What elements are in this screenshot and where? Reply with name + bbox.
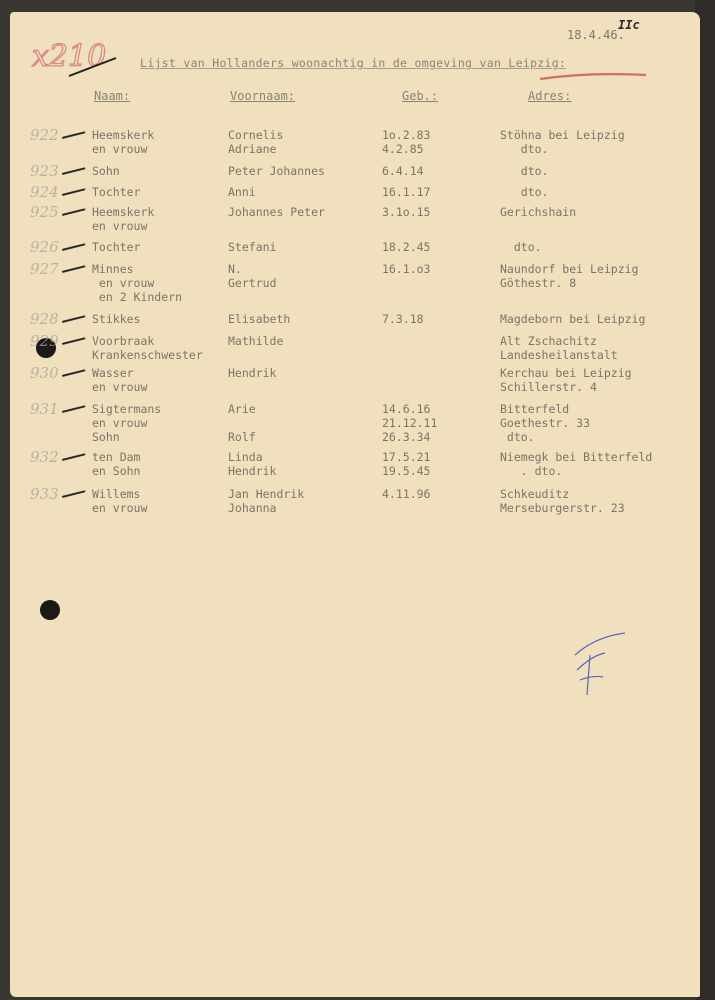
entry-born: 3.1o.15 xyxy=(382,205,431,219)
document-reference: IIc xyxy=(618,18,640,32)
entry-firstname: Johannes Peter xyxy=(228,205,325,219)
entry-number: 929 xyxy=(30,332,59,350)
entry-address: Gerichshain xyxy=(500,205,577,219)
punch-hole-bottom xyxy=(40,600,60,620)
entry-firstname: Elisabeth xyxy=(228,312,291,326)
entry-born: 7.3.18 xyxy=(382,312,424,326)
entry-address: Alt Zschachitz Landesheilanstalt xyxy=(500,334,618,362)
entry-born: 17.5.21 19.5.45 xyxy=(382,450,431,478)
entry-firstname: Peter Johannes xyxy=(228,164,325,178)
entry-number: 926 xyxy=(30,238,59,256)
entry-born: 1o.2.83 4.2.85 xyxy=(382,128,431,156)
document-title: Lijst van Hollanders woonachtig in de omgeving van Leipzig: xyxy=(140,56,567,70)
entry-address: Naundorf bei Leipzig Göthestr. 8 xyxy=(500,262,639,290)
entry-born: 14.6.16 21.12.11 26.3.34 xyxy=(382,402,438,444)
entry-number: 932 xyxy=(30,448,59,466)
entry-address: Bitterfeld Goethestr. 33 dto. xyxy=(500,402,591,444)
header-name: Naam: xyxy=(94,89,131,103)
header-address: Adres: xyxy=(528,89,572,103)
header-born: Geb.: xyxy=(402,89,439,103)
header-firstname: Voornaam: xyxy=(230,89,296,103)
document-date: 18.4.46. xyxy=(567,28,625,42)
entry-name: Heemskerk en vrouw xyxy=(92,128,155,156)
entry-born: 6.4.14 xyxy=(382,164,424,178)
entry-name: Wasser en vrouw xyxy=(92,366,148,394)
entry-firstname: Cornelis Adriane xyxy=(228,128,284,156)
entry-address: Stöhna bei Leipzig dto. xyxy=(500,128,625,156)
entry-name: Tochter xyxy=(92,185,141,199)
entry-number: 923 xyxy=(30,162,59,180)
entry-firstname: Linda Hendrik xyxy=(228,450,277,478)
entry-name: Willems en vrouw xyxy=(92,487,148,515)
entry-firstname: Mathilde xyxy=(228,334,284,348)
svg-text:x210: x210 xyxy=(32,39,107,74)
entry-number: 922 xyxy=(30,126,59,144)
entry-firstname: Anni xyxy=(228,185,256,199)
entry-born: 4.11.96 xyxy=(382,487,431,501)
entry-number: 933 xyxy=(30,485,59,503)
entry-name: Stikkes xyxy=(92,312,141,326)
entry-name: Tochter xyxy=(92,240,141,254)
entry-number: 927 xyxy=(30,260,59,278)
entry-firstname: Stefani xyxy=(228,240,277,254)
entry-number: 930 xyxy=(30,364,59,382)
entry-address: Magdeborn bei Leipzig xyxy=(500,312,646,326)
entry-born: 16.1.o3 xyxy=(382,262,431,276)
red-underline-mark xyxy=(538,70,648,82)
entry-address: Kerchau bei Leipzig Schillerstr. 4 xyxy=(500,366,632,394)
entry-address: dto. xyxy=(500,185,549,199)
entry-firstname: Arie Rolf xyxy=(228,402,256,444)
entry-firstname: Jan Hendrik Johanna xyxy=(228,487,305,515)
entry-born: 18.2.45 xyxy=(382,240,431,254)
entry-name: Heemskerk en vrouw xyxy=(92,205,155,233)
entry-name: Minnes en vrouw en 2 Kindern xyxy=(92,262,183,304)
entry-name: Voorbraak Krankenschwester xyxy=(92,334,203,362)
entry-address: dto. xyxy=(500,240,542,254)
entry-name: Sigtermans en vrouw Sohn xyxy=(92,402,162,444)
entry-address: Niemegk bei Bitterfeld . dto. xyxy=(500,450,653,478)
entry-name: Sohn xyxy=(92,164,120,178)
entry-number: 925 xyxy=(30,203,59,221)
entry-address: dto. xyxy=(500,164,549,178)
blue-pen-mark xyxy=(565,625,635,705)
entry-firstname: Hendrik xyxy=(228,366,277,380)
entry-address: Schkeuditz Merseburgerstr. 23 xyxy=(500,487,625,515)
margin-note-scribble xyxy=(24,28,124,88)
entry-number: 924 xyxy=(30,183,59,201)
entry-number: 931 xyxy=(30,400,59,418)
entry-number: 928 xyxy=(30,310,59,328)
entry-born: 16.1.17 xyxy=(382,185,431,199)
entry-name: ten Dam en Sohn xyxy=(92,450,141,478)
entry-firstname: N. Gertrud xyxy=(228,262,277,290)
